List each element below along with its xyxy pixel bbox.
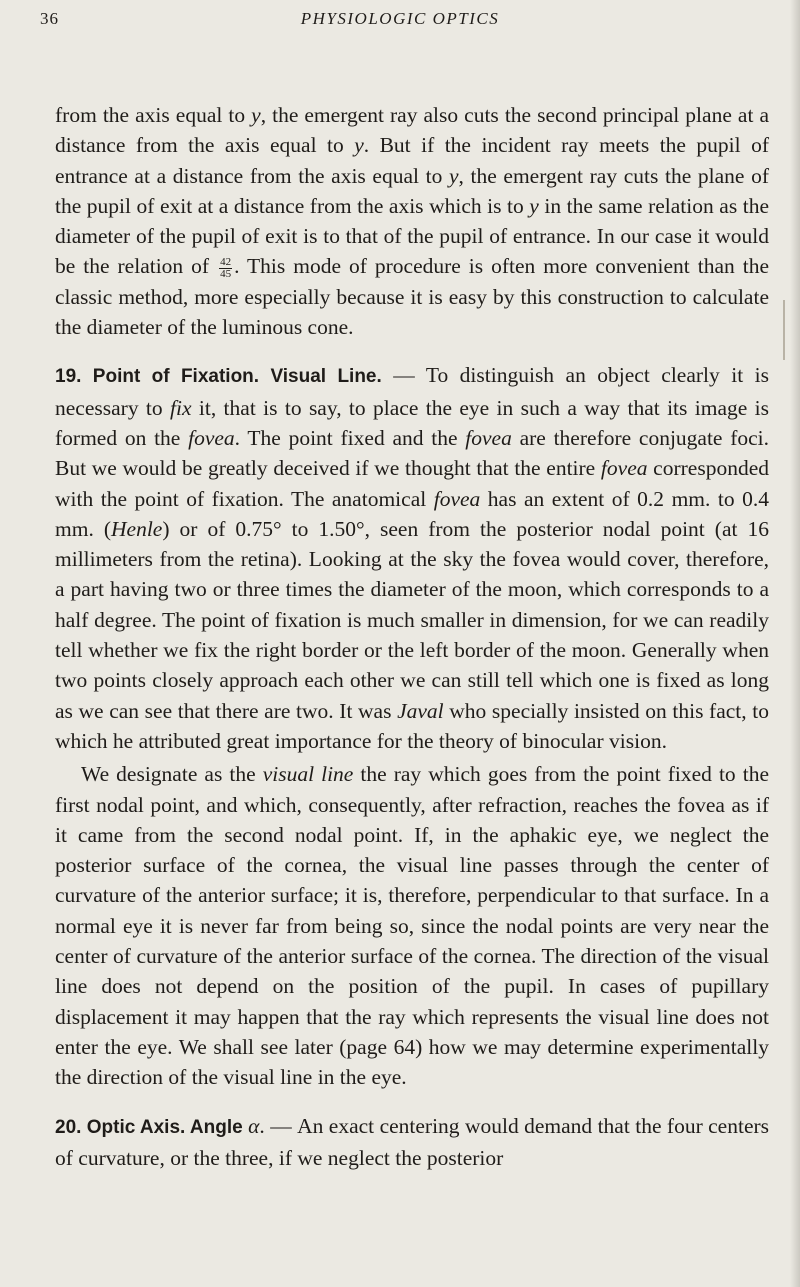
section-19: 19. Point of Fixation. Visual Line. — To distinguish an object clearly it is necessary to fix it, that is to say, to place the eye in such a way that its image is formed on the fovea. The point fixed and the fovea are therefore conjugate foci. But we would be greatly deceived if we thought that the entire fovea corresponded with the point of fixation. The anatomical fovea has an extent of 0.2 mm. to 0.4 mm. (Henle) or of 0.75° to 1.50°, seen from the posterior nodal point (at 16 millimeters from the retina). Looking at the sky the fovea would cover, therefore, a part having two or three times the diameter of the moon, which corresponds to a half degree. The point of fixation is much smaller in dimension, for we can readily tell whether we fix the right border or the left border of the moon. Generally when two points closely approach each other we can still tell which one is fixed as long as we can see that there are two. It was Javal who specially insisted on this fact, to which he attributed great importance for the theory of binocular vision. (55, 363, 770, 753)
page-number: 36 (40, 9, 59, 28)
page-edge-shadow (790, 0, 800, 1287)
scan-mark (783, 300, 785, 360)
running-title: PHYSIOLOGIC OPTICS (300, 9, 500, 28)
running-head (40, 6, 760, 36)
fraction: $\frac{42}{45}$ (220, 256, 232, 281)
section-heading: 19. Point of Fixation. Visual Line. (55, 366, 382, 388)
body-text (55, 100, 769, 1173)
paragraph-visual-line: We designate as the visual line the ray which goes from the point fixed to the first nodal point, and which, consequently, after refraction, reaches the fovea as if it came from the second nodal point. If, in the aphakic eye, we neglect the posterior surface of the cornea, the visual line passes through the center of curvature of the anterior surface; it is, therefore, perpendicular to that surface. In a normal eye it is never far from being so, since the nodal points are very near the center of curvature of the anterior surface of the cornea. The direction of the visual line does not depend on the position of the pupil. In cases of pupillary displacement it may happen that the ray which represents the visual line does not enter the eye. We shall see later (page 64) how we may determine experimentally the direction of the visual line in the eye. (55, 762, 769, 1090)
section-heading: 20. Optic Axis. Angle (55, 1116, 243, 1138)
section-20: 20. Optic Axis. Angle α. — An exact centering would demand that the four centers of curvature, or the three, if we neglect the posterior (55, 1113, 770, 1170)
paragraph-continuation: from the axis equal to y, the emergent ray also cuts the second principal plane at a distance from the axis equal to y. But if the incident ray meets the pupil of entrance at a distance from the axis equal to y, the emergent ray cuts the plane of the pupil of exit at a distance from the axis which is to y in the same relation as the diameter of the pupil of exit is to that of the pupil of entrance. In our case it would be the relation of $\frac{42}{45}$ . This mode of procedure is often more convenient than the classic method, more especially because it is easy by this construction to calculate the diameter of the luminous cone. (55, 103, 769, 340)
